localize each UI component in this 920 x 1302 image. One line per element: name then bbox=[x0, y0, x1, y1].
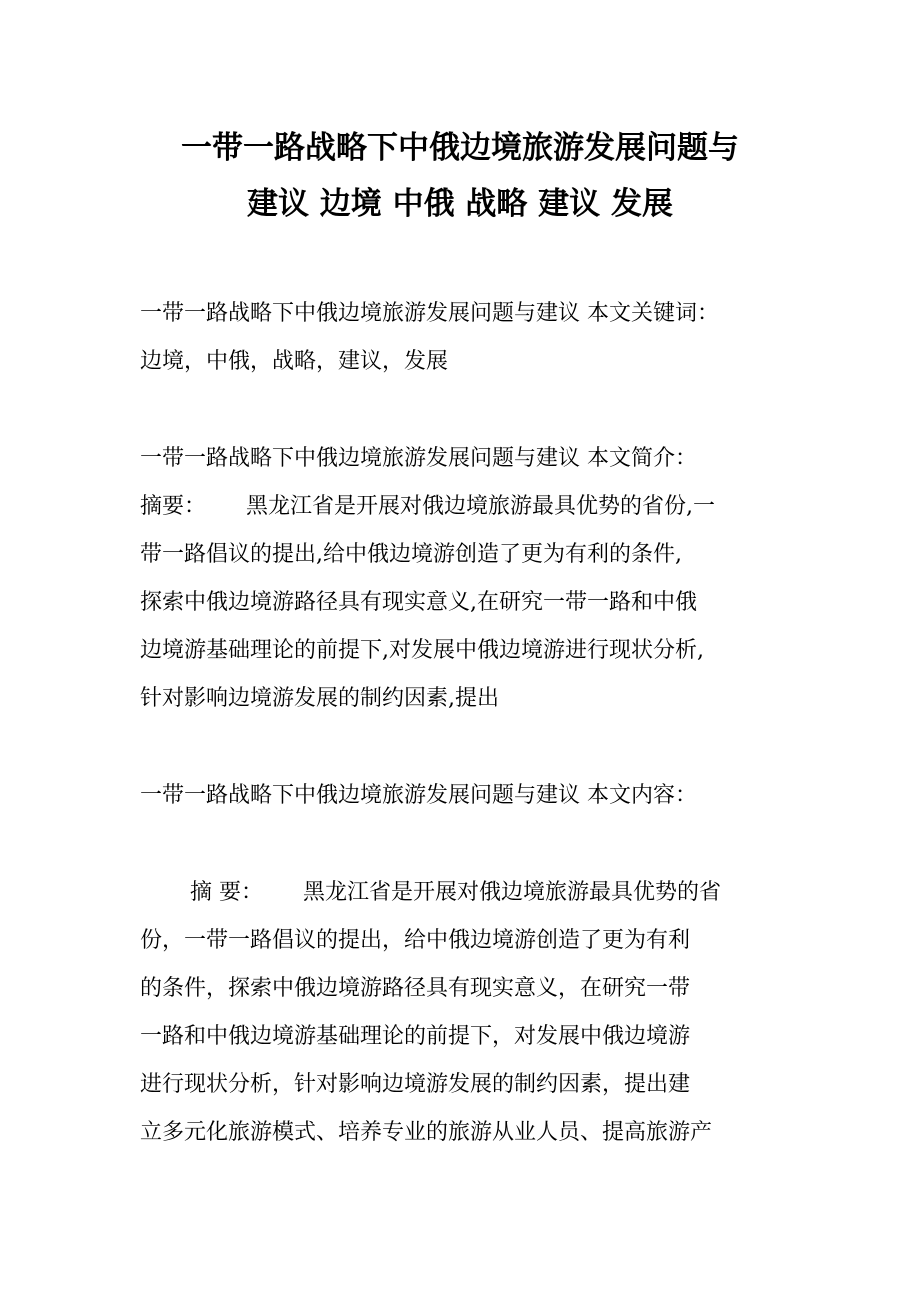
content-line-6: 立多元化旅游模式、培养专业的旅游从业人员、提高旅游产 bbox=[140, 1120, 713, 1145]
content-line-2: 份，一带一路倡议的提出，给中俄边境游创造了更为有利 bbox=[140, 928, 691, 953]
content-line-4: 一路和中俄边境游基础理论的前提下，对发展中俄边境游 bbox=[140, 1024, 691, 1049]
intro-abstract-text: 黑龙江省是开展对俄边境旅游最具优势的省份,一 bbox=[246, 494, 716, 519]
content-line-1 bbox=[190, 880, 721, 906]
content-abstract-text: 黑龙江省是开展对俄边境旅游最具优势的省 bbox=[303, 880, 722, 905]
intro-line-4: 探索中俄边境游路径具有现实意义,在研究一带一路和中俄 bbox=[140, 590, 697, 615]
intro-line-2 bbox=[140, 494, 715, 520]
intro-line-6: 针对影响边境游发展的制约因素,提出 bbox=[140, 686, 499, 711]
content-line-3: 的条件，探索中俄边境游路径具有现实意义，在研究一带 bbox=[140, 976, 691, 1001]
intro-abstract-label: 摘要： bbox=[140, 494, 207, 519]
content-abstract-label: 摘 要： bbox=[190, 880, 263, 905]
intro-heading: 一带一路战略下中俄边境旅游发展问题与建议 本文简介： bbox=[140, 446, 697, 471]
keywords-list: 边境，中俄，战略，建议，发展 bbox=[140, 349, 449, 374]
content-heading: 一带一路战略下中俄边境旅游发展问题与建议 本文内容： bbox=[140, 783, 697, 808]
document-title-line-1: 一带一路战略下中俄边境旅游发展问题与 bbox=[181, 130, 739, 166]
intro-line-3: 带一路倡议的提出,给中俄边境游创造了更为有利的条件, bbox=[140, 542, 682, 567]
document-title-line-2: 建议 边境 中俄 战略 建议 发展 bbox=[247, 186, 673, 222]
content-line-5: 进行现状分析，针对影响边境游发展的制约因素，提出建 bbox=[140, 1072, 691, 1097]
intro-line-5: 边境游基础理论的前提下,对发展中俄边境游进行现状分析, bbox=[140, 638, 704, 663]
keywords-heading: 一带一路战略下中俄边境旅游发展问题与建议 本文关键词： bbox=[140, 301, 719, 326]
